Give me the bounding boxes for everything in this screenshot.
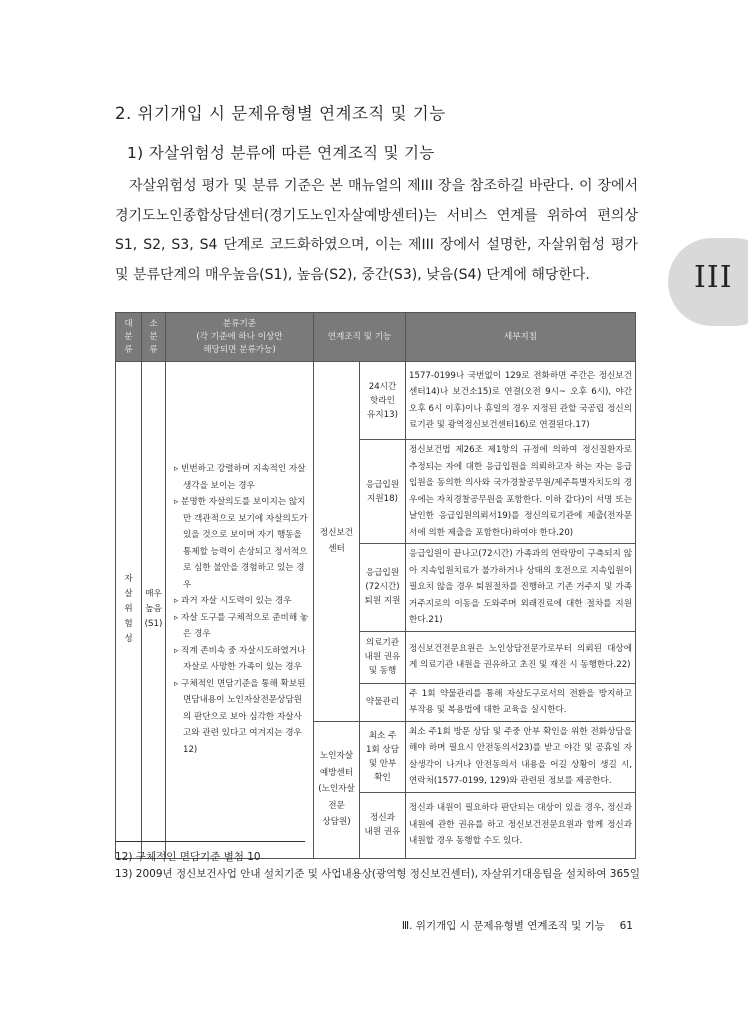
detail-cell: 1577-0199나 국번없이 129로 전화하면 주간은 정신보건센터14)나 보건소15)로 연결(오전 9시~ 오후 6시), 야간 오후 6시 이후)이나 휴일의 경우 지정된 관할 국공립 정신의료기관 및 광역정신보건센터16)로 연결된다.17)	[406, 362, 636, 440]
list-item: ▹ 자살 도구를 구체적으로 준비해 놓은 경우	[174, 612, 309, 640]
function-cell: 정신과 내원 권유	[360, 792, 406, 858]
org-cell: 정신보건 센터	[314, 362, 360, 722]
table-header-row	[116, 313, 636, 362]
criteria-cell	[166, 362, 314, 859]
header-minor: 소 분 류	[142, 313, 166, 362]
header-org: 연계조직 및 기능	[314, 313, 406, 362]
header-detail: 세부지침	[406, 313, 636, 362]
criteria-list	[168, 461, 311, 758]
detail-cell: 정신보건법 제26조 제1항의 규정에 의하여 정신질환자로 추정되는 자에 대한 응급입원을 의뢰하고자 하는 자는 응급입원을 동의한 의사와 국가경찰공무원/제주특별자치도의 경우에는 자치경찰공무원을 포함한다. 이하 같다)이 서명 또는 날인한 응급입원의뢰서19)를 정신의료기관에 제출(전자문서에 의한 제출을 포함한다)하여야 한다.20)	[406, 440, 636, 544]
section-heading: 2. 위기개입 시 문제유형별 연계조직 및 기능	[115, 104, 446, 123]
list-item: ▹ 직계 존비속 중 자살시도하였거나 자살로 사망한 가족이 있는 경우	[174, 645, 306, 673]
function-cell: 최소 주 1회 상담 및 안부 확인	[360, 721, 406, 792]
running-title: Ⅲ. 위기개입 시 문제유형별 연계조직 및 기능	[401, 920, 605, 932]
category-major-cell: 자 살 위 험 성	[116, 362, 142, 859]
footnote: 12) 구체적인 면담기준 별첨 10	[115, 851, 261, 863]
list-item: ▹ 분명한 자살의도를 보이지는 않지만 객관적으로 보기에 자살의도가 있을 것으로 보이며 자기 행동을 통제할 능력이 손상되고 정서적으로 심한 불안을 경험하고 있는 경우	[174, 497, 308, 590]
table-row	[116, 362, 636, 440]
function-cell: 응급입원 지원18)	[360, 440, 406, 544]
org-cell: 노인자살 예방센터 (노인자살 전문 상담원)	[314, 721, 360, 858]
category-minor-cell: 매우 높음 (S1)	[142, 362, 166, 859]
list-item: ▹ 구체적인 면담기준을 통해 확보된 면담내용이 노인자살전문상담원의 판단으로 보아 심각한 자살사고와 관련 있다고 여겨지는 경우12)	[174, 678, 306, 755]
page-number: 61	[619, 920, 633, 932]
function-cell: 응급입원 (72시간) 퇴원 지원	[360, 544, 406, 632]
subsection-heading: 1) 자살위험성 분류에 따른 연계조직 및 기능	[127, 144, 435, 162]
intro-paragraph: 자살위험성 평가 및 분류 기준은 본 매뉴얼의 제III 장을 참조하길 바란다. 이 장에서 경기도노인종합상담센터(경기도노인자살예방센터)는 서비스 연계를 위하여 편의상 S1, S2, S3, S4 단계로 코드화하였으며, 이는 제III 장에서 설명한, 자살위험성 평가 및 분류단계의 매우높음(S1), 높음(S2), 중간(S3), 낮음(S4) 단계에 해당한다.	[115, 178, 638, 283]
detail-cell: 응급입원이 끝나고(72시간) 가족과의 연락망이 구축되지 않아 지속입원치료가 불가하거나 상태의 호전으로 지속입원이 필요치 않을 경우 퇴원절차를 진행하고 기존 거주지 및 가족 거주지로의 이동을 도와주며 외래진료에 대한 절차를 지원한다.21)	[406, 544, 636, 632]
detail-cell: 주 1회 약물관리를 통해 자살도구로서의 전환을 방지하고 부작용 및 복용법에 대한 교육을 실시한다.	[406, 683, 636, 721]
page-footer	[402, 918, 633, 933]
function-cell: 24시간 핫라인 유지13)	[360, 362, 406, 440]
header-criteria: 분류기준 (각 기준에 하나 이상만 해당되면 분류가능)	[166, 313, 314, 362]
list-item: ▹ 빈번하고 강렬하며 지속적인 자살생각을 보이는 경우	[174, 464, 306, 491]
footnote-rule	[115, 841, 305, 842]
detail-cell: 정신과 내원이 필요하다 판단되는 대상이 있을 경우, 정신과 내원에 관한 권유를 하고 정신보건전문요원과 함께 정신과 내원할 경우 동행할 수도 있다.	[406, 792, 636, 858]
detail-cell: 정신보건전문요원은 노인상담전문가로부터 의뢰된 대상에게 의료기관 내원을 권유하고 초진 및 재진 시 동행한다.22)	[406, 631, 636, 683]
function-cell: 의료기관 내원 권유 및 동행	[360, 631, 406, 683]
footnote: 13) 2009년 정신보건사업 안내 설치기준 및 사업내용상(광역형 정신보건센터), 자살위기대응팀을 설치하여 365일	[115, 868, 640, 880]
chapter-side-tab	[668, 238, 748, 326]
detail-cell: 최소 주1회 방문 상담 및 주중 안부 확인을 위한 전화상담을 해야 하며 필요시 안전동의서23)를 받고 야간 및 공휴일 자살생각이 나거나 안전동의서 내용을 어길 상황이 생길 시, 연락처(1577-0199, 129)와 관련된 정보를 제공한다.	[406, 721, 636, 792]
list-item: ▹ 과거 자살 시도력이 있는 경우	[174, 596, 292, 607]
linkage-table	[115, 312, 636, 859]
chapter-tab-label: III	[694, 260, 733, 295]
function-cell: 약물관리	[360, 683, 406, 721]
header-major: 대 분 류	[116, 313, 142, 362]
